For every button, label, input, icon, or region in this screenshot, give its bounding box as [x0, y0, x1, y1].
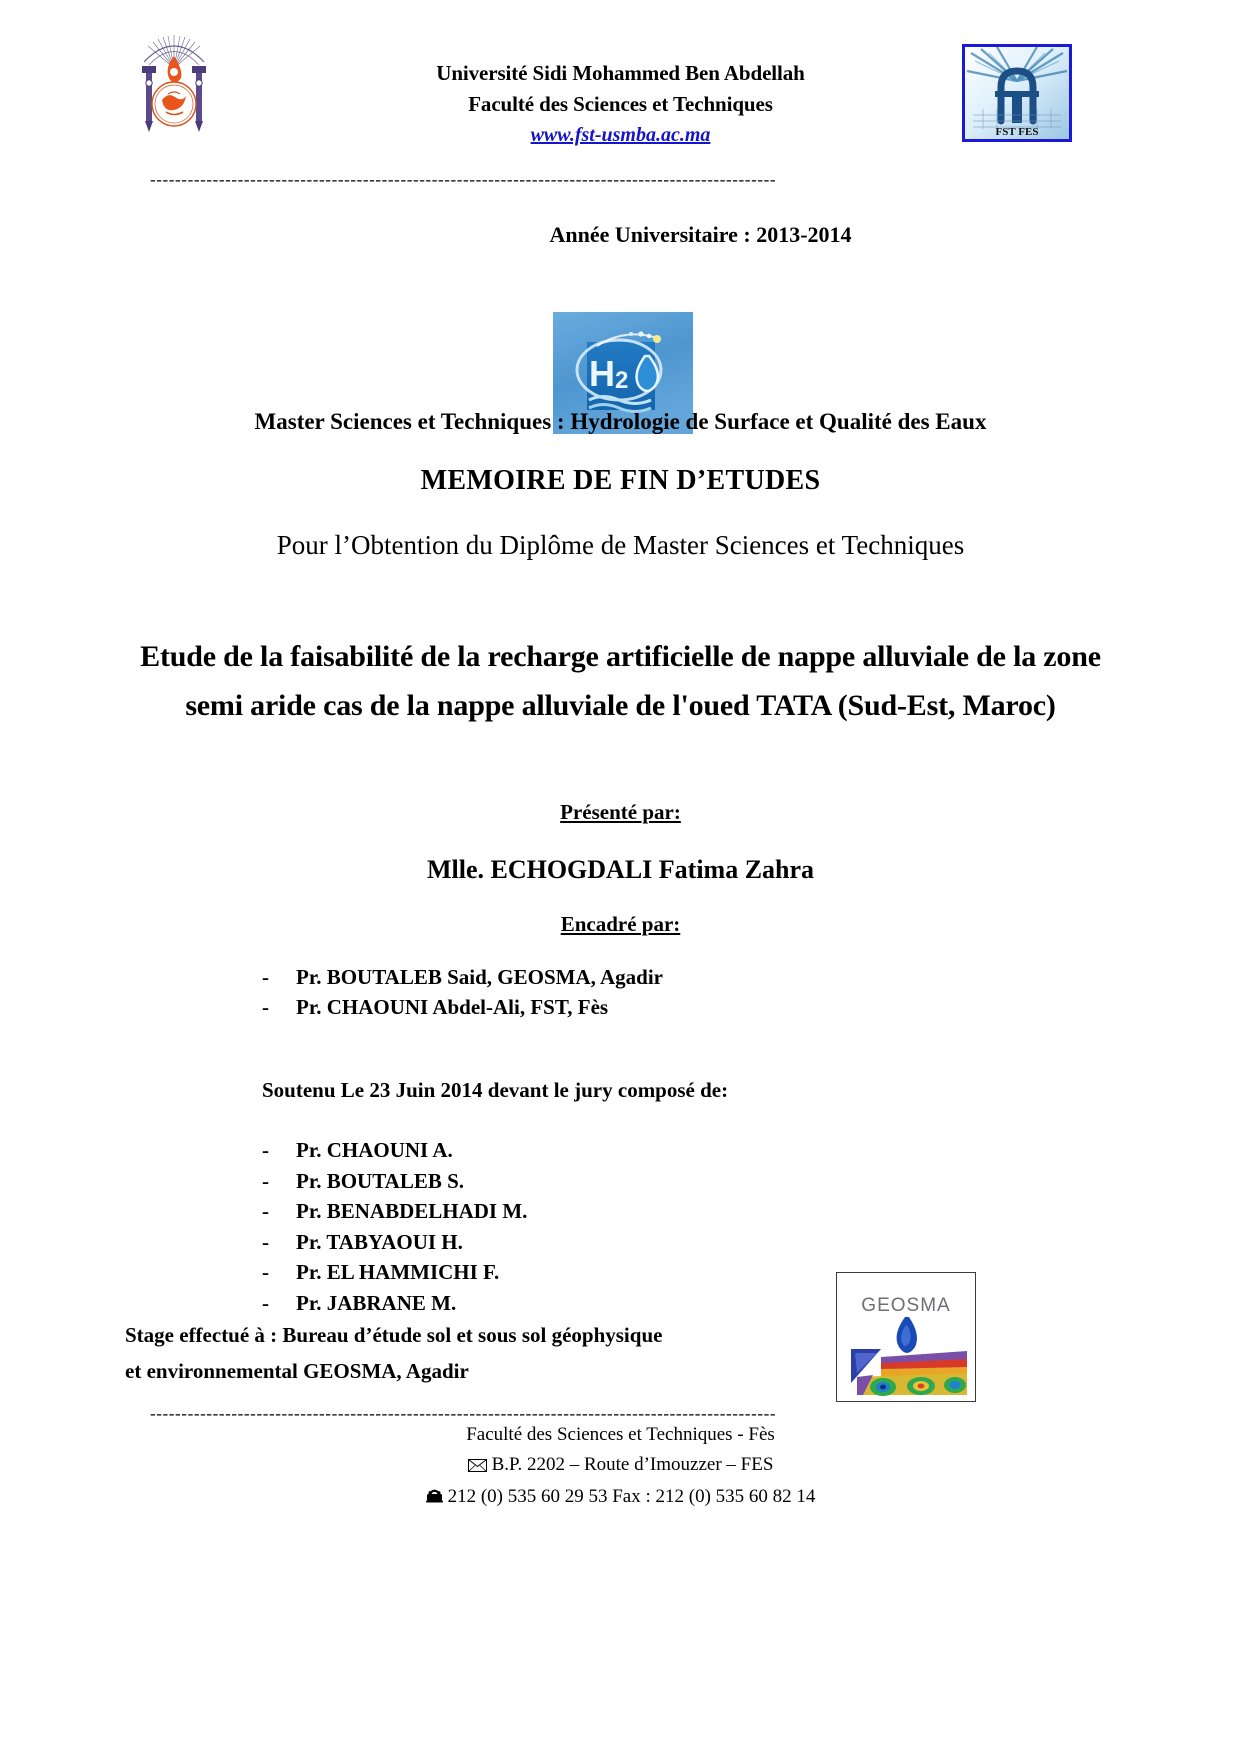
list-bullet: -	[262, 965, 269, 989]
envelope-icon	[468, 1452, 487, 1482]
telephone-icon	[426, 1484, 443, 1514]
geosma-logo-text: GEOSMA	[861, 1295, 951, 1316]
list-bullet: -	[262, 995, 269, 1019]
footer-phone: 212 (0) 535 60 29 53 Fax : 212 (0) 535 60 82 14	[447, 1486, 816, 1507]
list-item	[262, 992, 663, 1022]
list-item	[262, 962, 663, 992]
page-title: Etude de la faisabilité de la recharge artificielle de nappe alluviale de la zone semi aride cas de la nappe alluviale de l'oued TATA (Sud-Est, Maroc)	[140, 640, 1101, 722]
usmba-university-seal-icon	[128, 28, 220, 140]
document-type: MEMOIRE DE FIN D’ETUDES	[420, 465, 821, 496]
list-bullet: -	[262, 1290, 269, 1315]
internship-line-1: Stage effectué à : Bureau d’étude sol et sous sol géophysique	[125, 1323, 663, 1347]
list-item	[262, 1288, 527, 1319]
faculty-website-link[interactable]: www.fst-usmba.ac.ma	[530, 124, 711, 146]
list-bullet: -	[262, 1199, 269, 1223]
internship-info	[125, 1317, 825, 1389]
list-bullet: -	[262, 1260, 269, 1284]
footer-phone-line	[0, 1482, 1241, 1514]
supervised-by-label	[0, 912, 1241, 937]
list-bullet: -	[262, 1168, 269, 1193]
list-item	[262, 1196, 527, 1227]
faculty-name: Faculté des Sciences et Techniques	[468, 92, 773, 116]
footer-divider: ----------------------------------------------------------------------------------------------------	[150, 1404, 777, 1423]
supervisor-name: Pr. CHAOUNI Abdel-Ali, FST, Fès	[296, 995, 609, 1019]
program-line: Master Sciences et Techniques : Hydrologie de Surface et Qualité des Eaux	[254, 409, 987, 434]
internship-line-2: et environnemental GEOSMA, Agadir	[125, 1359, 469, 1383]
list-item	[262, 1257, 527, 1288]
jury-list	[262, 1135, 527, 1318]
footer-address-line	[0, 1450, 1241, 1482]
fst-fes-logo-icon	[962, 44, 1072, 142]
presented-by-label	[0, 800, 1241, 825]
document-purpose: Pour l’Obtention du Diplôme de Master Sciences et Techniques	[276, 530, 965, 560]
supervisor-name: Pr. BOUTALEB Said, GEOSMA, Agadir	[296, 965, 663, 989]
fst-fes-logo-text: FST FES	[995, 126, 1039, 138]
list-bullet: -	[262, 1229, 269, 1254]
geosma-company-logo-icon	[836, 1272, 976, 1402]
jury-member: Pr. BOUTALEB S.	[296, 1168, 465, 1193]
author-name: Mlle. ECHOGDALI Fatima Zahra	[426, 855, 815, 884]
svg-text:2: 2	[615, 367, 629, 394]
h2o-logo-text: H	[589, 353, 615, 394]
jury-member: Pr. EL HAMMICHI F.	[296, 1260, 500, 1284]
footer-faculty: Faculté des Sciences et Techniques - Fès	[466, 1424, 775, 1445]
jury-member: Pr. JABRANE M.	[296, 1290, 457, 1315]
page-footer	[0, 1420, 1241, 1514]
list-bullet: -	[262, 1138, 269, 1162]
header-titles	[230, 58, 1011, 150]
jury-member: Pr. BENABDELHADI M.	[296, 1199, 528, 1223]
list-item	[262, 1135, 527, 1166]
page-header	[0, 22, 1241, 189]
defense-heading: Soutenu Le 23 Juin 2014 devant le jury composé de:	[262, 1078, 729, 1102]
presented-by-text: Présenté par:	[560, 800, 681, 824]
supervised-by-text: Encadré par:	[560, 912, 681, 936]
list-item	[262, 1227, 527, 1258]
jury-member: Pr. TABYAOUI H.	[296, 1229, 463, 1254]
academic-year: Année Universitaire : 2013-2014	[549, 222, 852, 247]
footer-address: B.P. 2202 – Route d’Imouzzer – FES	[491, 1454, 774, 1475]
header-divider: ----------------------------------------------------------------------------------------------------	[150, 170, 777, 189]
jury-member: Pr. CHAOUNI A.	[296, 1138, 453, 1162]
supervisors-list	[262, 962, 663, 1022]
university-name: Université Sidi Mohammed Ben Abdellah	[436, 61, 805, 85]
list-item	[262, 1166, 527, 1197]
